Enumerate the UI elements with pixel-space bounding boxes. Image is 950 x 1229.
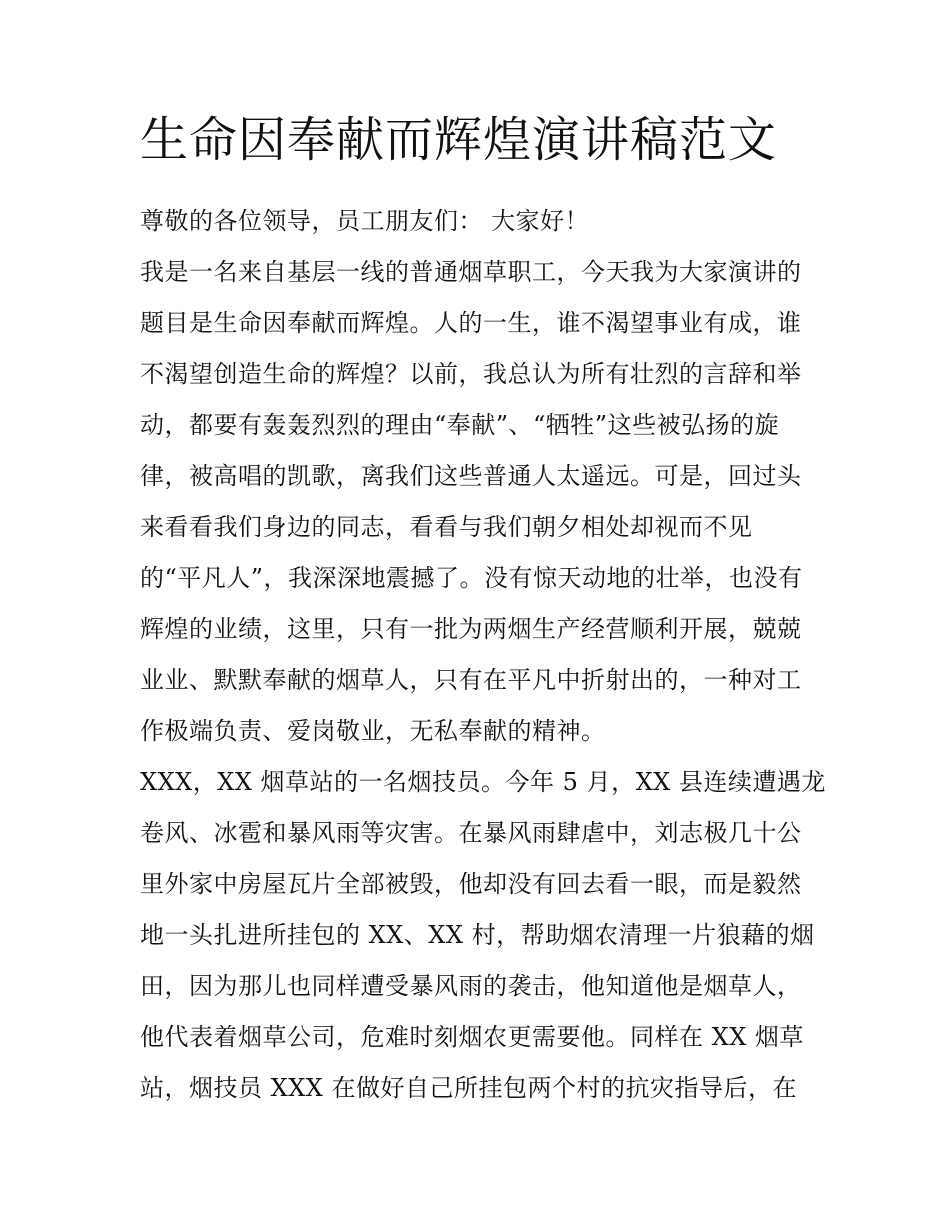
text-line: 卷风、冰雹和暴风雨等灾害。在暴风雨肆虐中，刘志极几十公 bbox=[140, 819, 802, 847]
text-line: 尊敬的各位领导，员工朋友们： 大家好！ bbox=[140, 207, 590, 235]
text-line: 他代表着烟草公司，危难时刻烟农更需要他。同样在 XX 烟草 bbox=[140, 1023, 804, 1051]
document-title: 生命因奉献而辉煌演讲稿范文 bbox=[140, 112, 778, 168]
text-line: 里外家中房屋瓦片全部被毁，他却没有回去看一眼，而是毅然 bbox=[140, 870, 802, 898]
text-line: 站，烟技员 XXX 在做好自己所挂包两个村的抗灾指导后，在 bbox=[140, 1074, 798, 1102]
text-line: 田，因为那儿也同样遭受暴风雨的袭击，他知道他是烟草人， bbox=[140, 972, 802, 1000]
text-line: 不渴望创造生命的辉煌？以前，我总认为所有壮烈的言辞和举 bbox=[140, 360, 802, 388]
text-line: 辉煌的业绩，这里，只有一批为两烟生产经营顺利开展，兢兢 bbox=[140, 615, 802, 643]
text-line: 题目是生命因奉献而辉煌。人的一生，谁不渴望事业有成，谁 bbox=[140, 309, 802, 337]
text-line: 的“平凡人”，我深深地震撼了。没有惊天动地的壮举，也没有 bbox=[140, 564, 803, 592]
text-line: 作极端负责、爱岗敬业，无私奉献的精神。 bbox=[140, 717, 606, 745]
text-line: 律，被高唱的凯歌，离我们这些普通人太遥远。可是，回过头 bbox=[140, 462, 802, 490]
text-line: 业业、默默奉献的烟草人，只有在平凡中折射出的，一种对工 bbox=[140, 666, 802, 694]
text-line: 地一头扎进所挂包的 XX、XX 村，帮助烟农清理一片狼藉的烟 bbox=[140, 921, 815, 949]
text-line: XXX，XX 烟草站的一名烟技员。今年 5 月，XX 县连续遭遇龙 bbox=[140, 768, 826, 796]
text-line: 来看看我们身边的同志，看看与我们朝夕相处却视而不见 bbox=[140, 513, 753, 541]
text-line: 动，都要有轰轰烈烈的理由“奉献”、“牺牲”这些被弘扬的旋 bbox=[140, 411, 780, 439]
text-line: 我是一名来自基层一线的普通烟草职工，今天我为大家演讲的 bbox=[140, 258, 802, 286]
